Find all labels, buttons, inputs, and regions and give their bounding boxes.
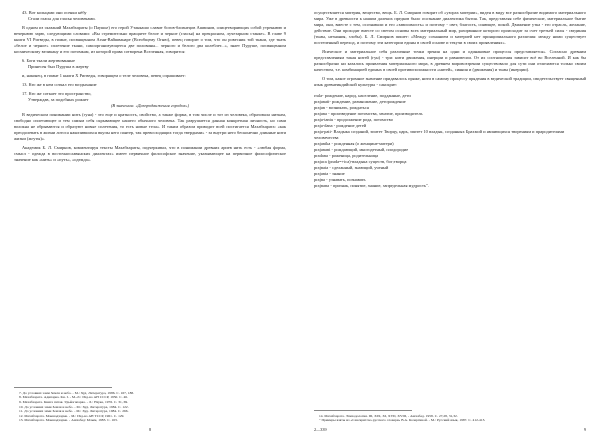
right-page-footer	[314, 427, 586, 432]
glossary-entry: prajana - произведение потомства, зачатие, производитель	[314, 111, 423, 116]
signature-mark: 2—339	[314, 427, 327, 432]
paragraph: Принесен был Пуруша в жертву	[28, 64, 89, 69]
footnote: 10. До условиях зами Земля и небо. - М.: Худ. Литература, 1984. С. 122.	[19, 404, 129, 409]
page-number: 8	[148, 427, 152, 432]
paragraph: В одном из сказаний Махабхараты (о Паушье) его герой Утанкашо славит богов-близнецов Ашвинов, олицетворяющих собой утреннюю и вечернюю зарю, следующими словами: «Вы стремительно вращаете белое и черное (гласья) на прекрасном, лучезарном станке». В главе 9 книги VI Ригведы, в гимне, посвященном Агни-Вайшванаре (Всеобщему Огню), певец говорит о том, что он ровесник той ткани, где ткать «белое и черное» сплетение ткани, самоорганизующееся две половины... черного и белого два колеблет...», знает Пуруше, посвященном космическому великану и его потомкам, из которой права сотворена Вселенная, говорится:	[14, 25, 286, 54]
glossary-entry: prajanani - рождающий, многодетный, плодородие	[314, 147, 409, 152]
paragraph: Ясическое и материальное себя различные точки зрения на одни и одинаковые процессы представляется». Согласно древним представлениям такая нитей (гун) - три: нити движения, инерции и равновесии. От их соотношения зависит всё во Вселенной. И как бы разнообразно ни казались проявления материального мира, в древнем мировоззрении существовало для сути они отличаются только своим качеством, т.е. комбинацией единых в своей противоположности «нитей», сияния и (движения) и тьмы (инерции).	[314, 49, 586, 72]
paragraph: Утверждав, за подобных рожает	[28, 97, 89, 102]
glossary-entry: prajanati- рождение, размножение, деторождение	[314, 99, 406, 104]
footnote: 13. Махабхарата. Мокшадхарма. - Ашхабад: Ылым, 1983. С. 163.	[19, 418, 118, 423]
sanskrit-glossary	[314, 93, 586, 189]
footnote: 12. Махабхарата. Мокшадхарма. - М.: Изд-во АН ТССР, 1961. С. 129.	[19, 413, 125, 418]
right-page-body	[314, 10, 586, 407]
footnote: 14. Махабхарата. Эпизодология. III, XIX, XI, XVII, XVIII, - Ашхабад. 1958. С. 27,28, 31,32.	[319, 413, 458, 418]
glossary-entry: prajna - узнавать, познавать	[314, 177, 366, 182]
left-page	[14, 10, 300, 432]
paragraph: О том, какое огромное значение придавалось пряже, нити в самому процессу прядения в ведической традиции, свидетельствует священный язык древнеиндийской культуры - санскрит:	[314, 76, 586, 87]
right-page	[300, 10, 586, 432]
footnote: 8. Махабхарата. Адипарва. Кн. I. - М.-Л.: Изд-во АН СССР, 1950. С. 46.	[19, 395, 128, 400]
paragraph: осуществляется материя, вещество, вещь. Б. Л. Смирнов говорит об «узорах материи», виден в виду все разнообразие видимого материального мира. Уже в древности к нашим далеких предков было осознание диалектика бытия. Так, представляя себе физические, материальное бытие мира, они, вместе с тем, осознавали и его «зависимость» и поэтому - свет, благость, сияющее, покой. Движение утка - его отрасль, желание, действие. Они проходят вместе со светом основы всех материальный мир, разорванное которого происходит за счет третьей силы - свединия (тьмы, незнания, злобы). Б. Л. Смирнов пишет: «Между сознанием и материей нет принципиального различия: между ними существует постепенный переход, и поэтому эти категории едины в своей основе и текучи в своих проявлениях».	[314, 10, 586, 45]
glossary-entry: praja-pati- Владыка созданий, эпитет Творцу, царь, эпитет 10 владык, созданных Брахмой и являющихся творениям и прародителями человечества	[314, 129, 565, 140]
left-page-footer	[14, 427, 286, 432]
glossary-entry: prajan - возникать, рождаться	[314, 105, 369, 110]
glossary-entry: rrala- рождение, народ, население, подданные, дети	[314, 93, 411, 98]
left-page-body	[14, 10, 286, 384]
footnote-rule	[314, 410, 412, 411]
glossary-entry: prajanta - знание	[314, 171, 345, 176]
footnote: 9. Махабхарата. Книга пятая. Удьйогапарва. - Л.: Наука, 1976. С. 31, 69.	[19, 400, 129, 405]
paragraph: (В значении: «Дазпродвижения городов»)	[110, 103, 190, 108]
page-number: 9	[583, 427, 586, 432]
paragraph: 43. Вот кольцами они осенки нёбу	[22, 10, 87, 15]
glossary-entry: praja-tantu - продолжение рода, потомство	[314, 117, 393, 122]
right-page-footnotes	[314, 407, 586, 423]
paragraph: В ведическом понимании нить (гуна) - это еще и кратность, свойство, а также форма, в том числе и тот из человека, образовала ниткам, свободно оплетающее и тем самым себя скрывающее нашего обычного человека. Так разрушается данная конкретная личность, но сами волокна не обрываются и образуют новые сплетения, то есть новые тела». И таким образом приводит всей постигается Махабхарата: «как преодолевать в жизни лотоса накопившихся вкупы него пантер, так превосходящих тогда твердыми» - за внутри него бесконечно длинные нити жизни (жгуты)».	[14, 112, 286, 141]
footnote: " Примеры взяты из «Санскритско-русского словаря» В.А. Кочергиной. - М.: Русский язык, 1987. С. 412-413.	[319, 418, 486, 423]
footnote: 11. До условиях зами Земля и небо. - М.: Худ. Литература, 1984. С. 266.	[19, 409, 129, 414]
footnote-rule	[14, 387, 112, 388]
paragraph: Академик Б. Л. Смирнов, комментируя тексты Махабхараты, подчеркивал, что в понимании древних ариев нить есть - «любая форма, смысл - одежда в восточнославянских диалектах» имеет первичное философское значение, указывающее на первичное философическое значение как «нить» и «путь», «одежда».	[14, 145, 286, 162]
left-page-footnotes	[14, 384, 286, 423]
glossary-entry: praja-dana - рождение детей	[314, 123, 367, 128]
footnote: 7. До условиях зами Земля и небо. - М.: Худ. Литература, 1986. С. 167, 188.	[19, 390, 135, 395]
paragraph: Стали гласы для гласья человеками.	[28, 16, 96, 21]
paragraph: и, наконец, в гимне 1 книги X Ригведы, говорящем о теле человека, певец спрашивает:	[22, 73, 186, 78]
glossary-entry: pradana - роженица, родительница	[314, 153, 379, 158]
paragraph: 6. Боги ткали жертвованные	[22, 58, 76, 63]
glossary-entry: prajanika - рожденная (о женщине-матери)	[314, 141, 394, 146]
paragraph: 13. Кто же в нем соткал его воздыхание	[22, 82, 97, 87]
glossary-entry: prajnana - признак, понятие, знание, запредельная мудрость".	[314, 183, 429, 188]
glossary-entry: prajaca (prada=+ica)-владыка существ, бог;творца	[314, 159, 407, 164]
glossary-entry: prajnata - сделанный, знающий, ученый	[314, 165, 389, 170]
paragraph: 17. Кто же соткает это пространство,	[22, 91, 92, 96]
